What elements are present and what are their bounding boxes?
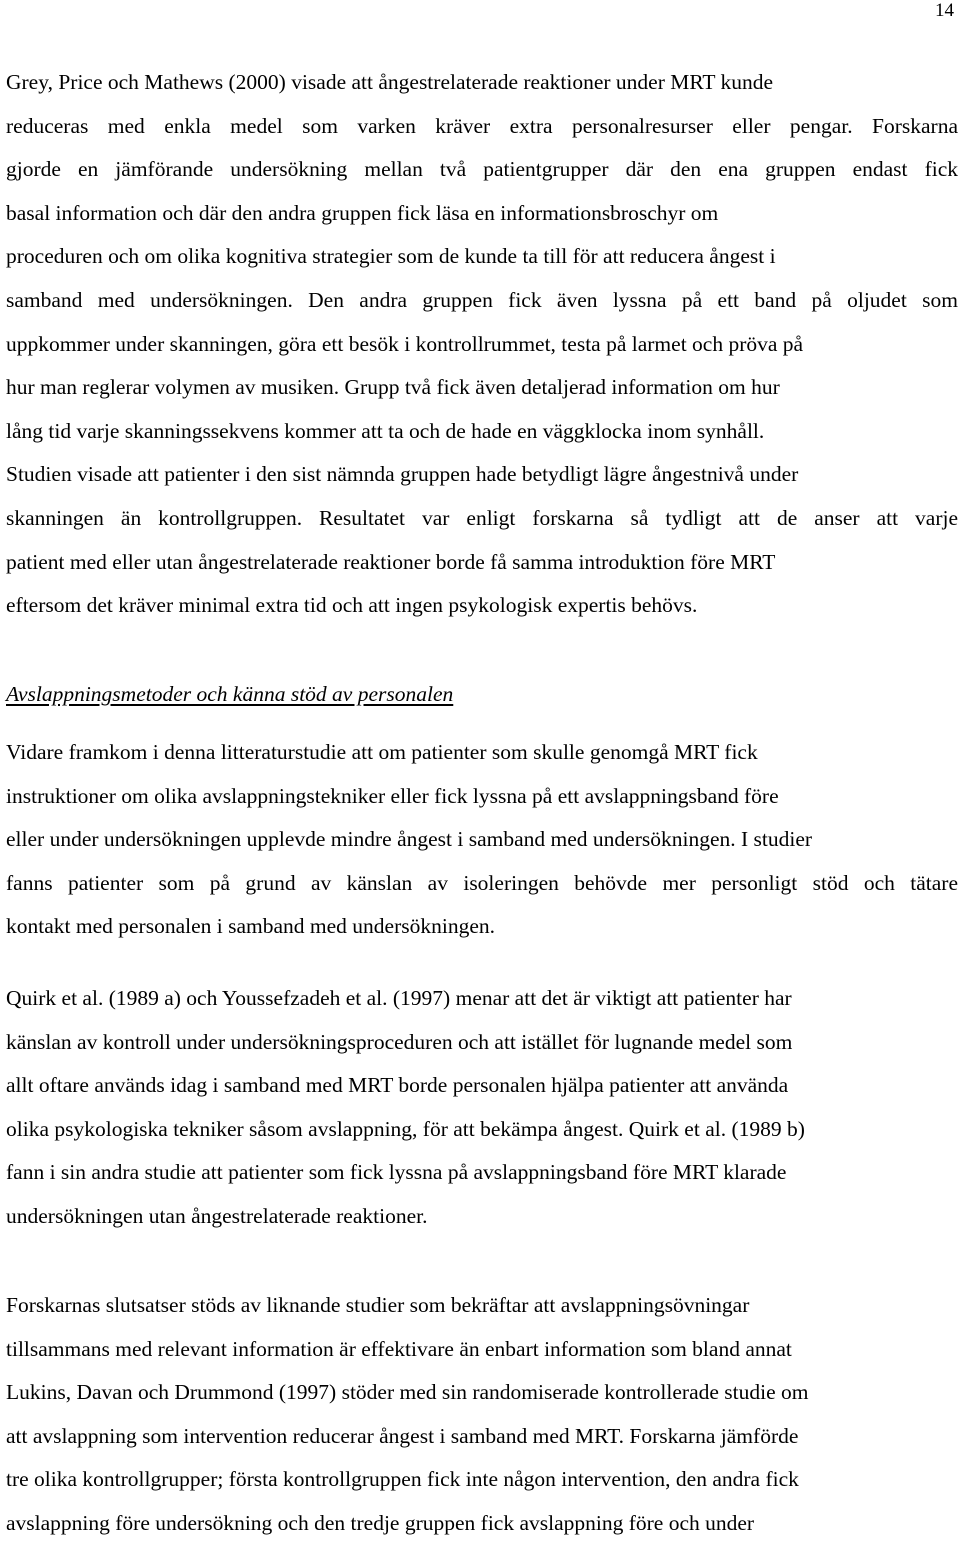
paragraph-line: eller under undersökningen upplevde mindre ångest i samband med undersökningen. I studier bbox=[6, 827, 813, 852]
paragraph-line: uppkommer under skanningen, göra ett besök i kontrollrummet, testa på larmet och pröva på bbox=[6, 331, 804, 356]
paragraph-line: allt oftare används idag i samband med MRT borde personalen hjälpa patienter att använda bbox=[6, 1073, 789, 1098]
paragraph-line: gjorde en jämförande undersökning mellan två patientgrupper där den ena gruppen endast fick bbox=[6, 157, 958, 182]
paragraph-line: Lukins, Davan och Drummond (1997) stöder med sin randomiserade kontrollerade studie om bbox=[6, 1380, 809, 1405]
paragraph-line: tre olika kontrollgrupper; första kontrollgruppen fick inte någon intervention, den andra fick bbox=[6, 1467, 799, 1492]
paragraph-line: tillsammans med relevant information är effektivare än enbart information som bland annat bbox=[6, 1336, 792, 1361]
paragraph-line: reduceras med enkla medel som varken kräver extra personalresurser eller pengar. Forskarna bbox=[6, 113, 958, 138]
paragraph-mrt-anxiety-study bbox=[6, 61, 958, 628]
paragraph-line: instruktioner om olika avslappningstekniker eller fick lyssna på ett avslappningsband före bbox=[6, 783, 779, 808]
paragraph-line: Forskarnas slutsatser stöds av liknande studier som bekräftar att avslappningsövningar bbox=[6, 1293, 750, 1317]
paragraph-line: proceduren och om olika kognitiva strategier som de kunde ta till för att reducera ångest i bbox=[6, 244, 776, 269]
paragraph-line: skanningen än kontrollgruppen. Resultatet var enligt forskarna så tydligt att de anser att varje bbox=[6, 505, 958, 530]
paragraph-line: fanns patienter som på grund av känslan av isoleringen behövde mer personligt stöd och tätare bbox=[6, 870, 958, 895]
paragraph-line: Studien visade att patienter i den sist nämnda gruppen hade betydligt lägre ångestnivå under bbox=[6, 462, 799, 487]
paragraph-line: fann i sin andra studie att patienter som fick lyssna på avslappningsband före MRT klarade bbox=[6, 1160, 787, 1185]
page-number: 14 bbox=[935, 0, 954, 21]
paragraph-line: olika psykologiska tekniker såsom avslappning, för att bekämpa ångest. Quirk et al. (1989 b) bbox=[6, 1116, 805, 1141]
section-heading: Avslappningsmetoder och känna stöd av personalen bbox=[6, 682, 454, 706]
paragraph-line: patient med eller utan ångestrelaterade reaktioner borde få samma introduktion före MRT bbox=[6, 549, 776, 574]
paragraph-line: lång tid varje skanningssekvens kommer att ta och de hade en väggklocka inom synhåll. bbox=[6, 418, 765, 443]
paragraph-line: eftersom det kräver minimal extra tid och att ingen psykologisk expertis behövs. bbox=[6, 593, 698, 618]
paragraph-line: kontakt med personalen i samband med undersökningen. bbox=[6, 914, 496, 939]
paragraph-line: att avslappning som intervention reducerar ångest i samband med MRT. Forskarna jämförde bbox=[6, 1423, 799, 1448]
paragraph-line: känslan av kontroll under undersökningsproceduren och att istället för lugnande medel som bbox=[6, 1029, 793, 1054]
paragraph-lukins-study bbox=[6, 1284, 958, 1546]
paragraph-line: avslappning före undersökning och den tredje gruppen fick avslappning före och under bbox=[6, 1510, 755, 1535]
paragraph-line: Grey, Price och Mathews (2000) visade att ångestrelaterade reaktioner under MRT kunde bbox=[6, 70, 774, 94]
paragraph-line: undersökningen utan ångestrelaterade reaktioner. bbox=[6, 1203, 428, 1228]
paragraph-quirk-youssefzadeh bbox=[6, 977, 958, 1239]
paragraph-line: hur man reglerar volymen av musiken. Grupp två fick även detaljerad information om hur bbox=[6, 375, 780, 400]
paragraph-line: samband med undersökningen. Den andra gruppen fick även lyssna på ett band på oljudet som bbox=[6, 287, 958, 312]
paragraph-line: Vidare framkom i denna litteraturstudie att om patienter som skulle genomgå MRT fick bbox=[6, 740, 758, 764]
paragraph-line: Quirk et al. (1989 a) och Youssefzadeh et al. (1997) menar att det är viktigt att patienter har bbox=[6, 986, 792, 1010]
paragraph-line: basal information och där den andra gruppen fick läsa en informationsbroschyr om bbox=[6, 200, 719, 225]
paragraph-relaxation-findings bbox=[6, 731, 958, 949]
